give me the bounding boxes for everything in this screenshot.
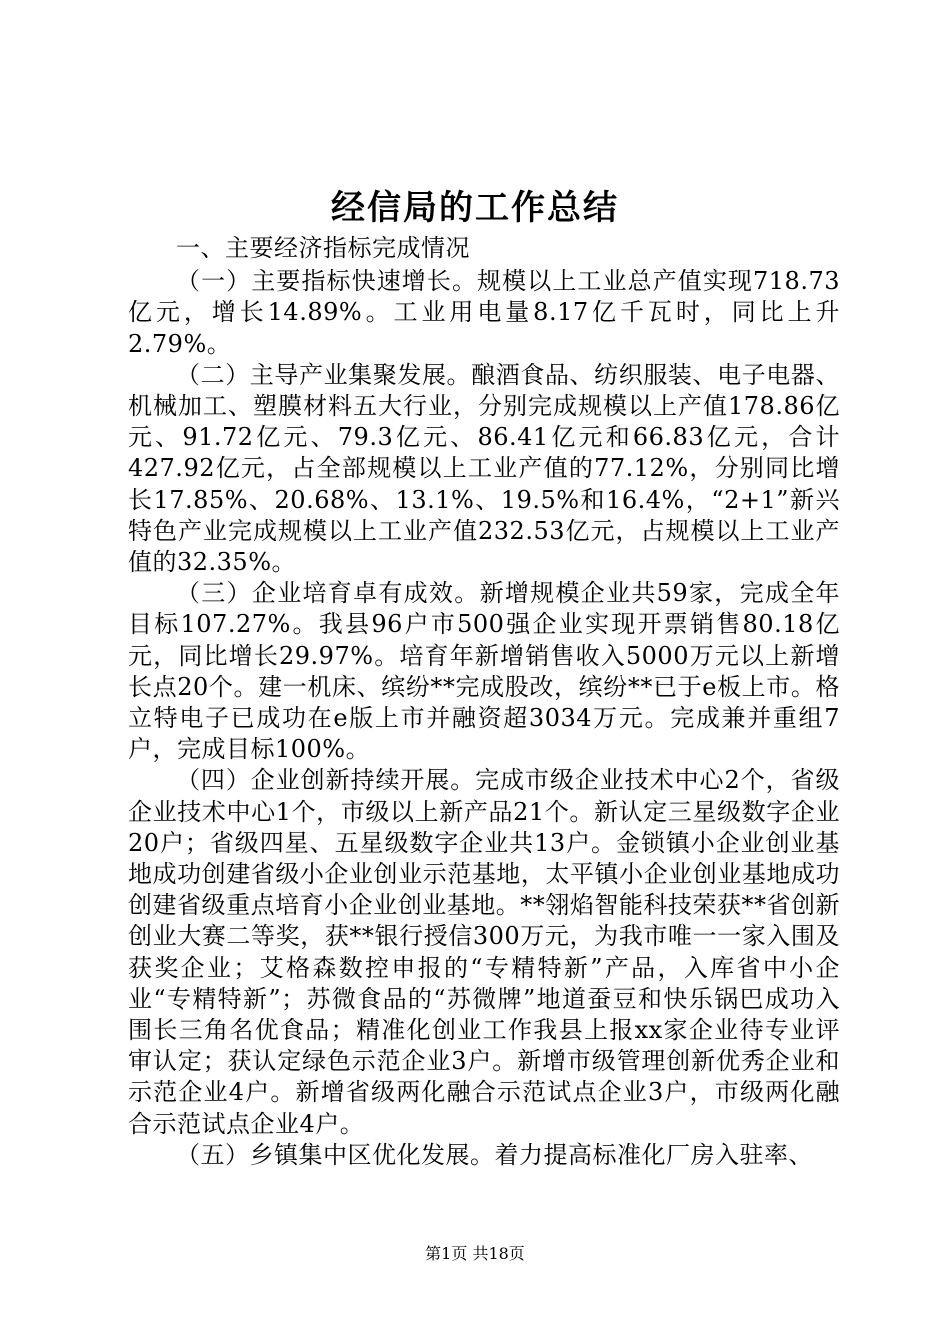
page-footer: 第1页 共18页 <box>425 1244 525 1263</box>
document-body <box>128 233 840 1171</box>
paragraph-5: （五）乡镇集中区优化发展。着力提高标准化厂房入驻率、 <box>176 1140 813 1169</box>
paragraph-3: （三）企业培育卓有成效。新增规模企业共59家，完成全年目标107.27%。我县96户市500强企业实现开票销售80.18亿元，同比增长29.97%。培育年新增销售收入5000万元以上新增长点20个。建一机床、缤纷**完成股改，缤纷**已于e板上市。格立特电子已成功在e版上市并融资超3034万元。完成兼并重组7户，完成目标100%。 <box>128 579 840 764</box>
paragraph-2: （二）主导产业集聚发展。酿酒食品、纺织服装、电子电器、机械加工、塑膜材料五大行业，分别完成规模以上产值178.86亿元、91.72亿元、79.3亿元、86.41亿元和66.83亿元，合计427.92亿元，占全部规模以上工业产值的77.12%，分别同比增长17.85%、20.68%、13.1%、19.5%和16.4%，“2+1”新兴特色产业完成规模以上工业产值232.53亿元，占规模以上工业产值的32.35%。 <box>128 360 840 577</box>
document-title: 经信局的工作总结 <box>331 188 619 228</box>
paragraph-4: （四）企业创新持续开展。完成市级企业技术中心2个，省级企业技术中心1个，市级以上新产品21个。新认定三星级数字企业20户；省级四星、五星级数字企业共13户。金锁镇小企业创业基地成功创建省级小企业创业示范基地，太平镇小企业创业基地成功创建省级重点培育小企业创业基地。**翎焰智能科技荣获**省创新创业大赛二等奖，获**银行授信300万元，为我市唯一一家入围及获奖企业；艾格森数控申报的“专精特新”产品，入库省中小企业“专精特新”；苏微食品的“苏微牌”地道蚕豆和快乐锅巴成功入围长三角名优食品；精准化创业工作我县上报xx家企业待专业评审认定；获认定绿色示范企业3户。新增市级管理创新优秀企业和示范企业4户。新增省级两化融合示范试点企业3户，市级两化融合示范试点企业4户。 <box>128 766 840 1138</box>
section-heading: 一、主要经济指标完成情况 <box>176 234 470 262</box>
paragraph-1: （一）主要指标快速增长。规模以上工业总产值实现718.73亿元，增长14.89%。工业用电量8.17亿千瓦时，同比上升2.79%。 <box>128 267 840 358</box>
